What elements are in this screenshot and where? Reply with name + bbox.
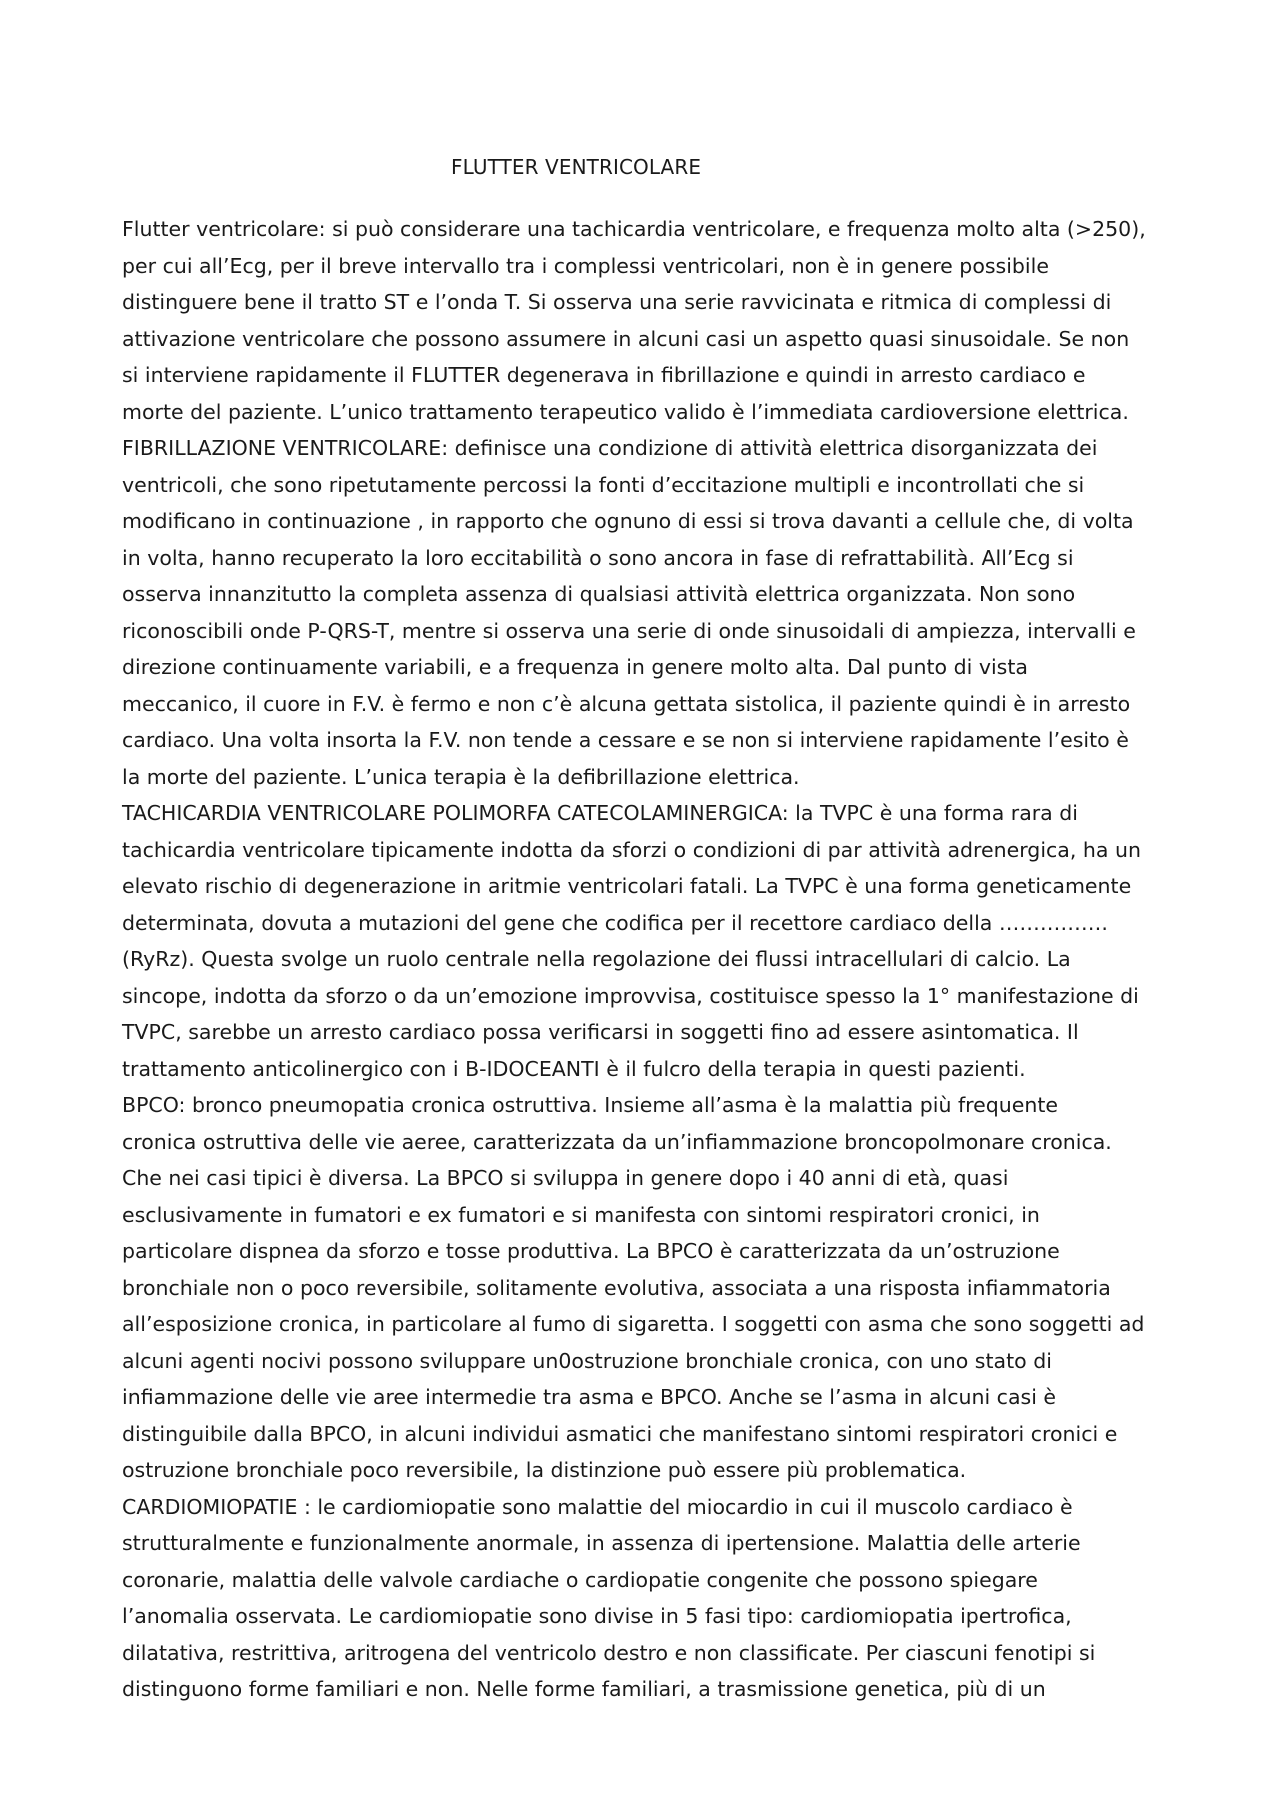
text-line: sincope, indotta da sforzo o da un’emozione improvvisa, costituisce spesso la 1° manifestazione di [122, 983, 1139, 1008]
document-title: FLUTTER VENTRICOLARE [451, 155, 702, 179]
text-line: all’esposizione cronica, in particolare al fumo di sigaretta. I soggetti con asma che sono soggetti ad [122, 1312, 1145, 1336]
text-line: distinguibile dalla BPCO, in alcuni individui asmatici che manifestano sintomi respiratori cronici e [122, 1421, 1118, 1446]
text-line: ostruzione bronchiale poco reversibile, la distinzione può essere più problematica. [122, 1458, 967, 1482]
text-line: Che nei casi tipici è diversa. La BPCO si sviluppa in genere dopo i 40 anni di età, quasi [122, 1166, 1009, 1190]
document-body [122, 211, 1182, 1708]
text-line: elevato rischio di degenerazione in aritmie ventricolari fatali. La TVPC è una forma geneticamente [122, 874, 1132, 898]
text-line: si interviene rapidamente il FLUTTER degenerava in fibrillazione e quindi in arresto cardiaco e [122, 363, 1086, 387]
text-line: distinguono forme familiari e non. Nelle forme familiari, a trasmissione genetica, più di un [122, 1677, 1046, 1701]
text-line: direzione continuamente variabili, e a frequenza in genere molto alta. Dal punto di vista [122, 655, 1028, 679]
text-line: (RyRz). Questa svolge un ruolo centrale nella regolazione dei flussi intracellulari di calcio. La [122, 947, 1071, 971]
text-line: distinguere bene il tratto ST e l’onda T. Si osserva una serie ravvicinata e ritmica di complessi di [122, 290, 1112, 314]
text-line: infiammazione delle vie aree intermedie tra asma e BPCO. Anche se l’asma in alcuni casi è [122, 1385, 1057, 1409]
text-line: meccanico, il cuore in F.V. è fermo e non c’è alcuna gettata sistolica, il paziente quindi è in arresto [122, 691, 1131, 716]
text-line: bronchiale non o poco reversibile, solitamente evolutiva, associata a una risposta infiammatoria [122, 1275, 1111, 1300]
text-line: esclusivamente in fumatori e ex fumatori e si manifesta con sintomi respiratori cronici, in [122, 1202, 1040, 1227]
text-line: BPCO: bronco pneumopatia cronica ostruttiva. Insieme all’asma è la malattia più frequente [122, 1093, 1059, 1117]
text-line: determinata, dovuta a mutazioni del gene che codifica per il recettore cardiaco della ……………. [122, 910, 1108, 935]
text-line: osserva innanzitutto la completa assenza di qualsiasi attività elettrica organizzata. Non sono [122, 582, 1076, 606]
text-line: Flutter ventricolare: si può considerare una tachicardia ventricolare, e frequenza molto alta (>250), [122, 217, 1146, 241]
text-line: particolare dispnea da sforzo e tosse produttiva. La BPCO è caratterizzata da un’ostruzione [122, 1239, 1060, 1263]
text-line: attivazione ventricolare che possono assumere in alcuni casi un aspetto quasi sinusoidale. Se non [122, 326, 1130, 351]
text-line: per cui all’Ecg, per il breve intervallo tra i complessi ventricolari, non è in genere possibile [122, 253, 1049, 278]
text-line: cronica ostruttiva delle vie aeree, caratterizzata da un’infiammazione broncopolmonare cronica. [122, 1129, 1112, 1154]
text-line: in volta, hanno recuperato la loro eccitabilità o sono ancora in fase di refrattabilità. All’Ecg si [122, 545, 1074, 570]
text-line: cardiaco. Una volta insorta la F.V. non tende a cessare e se non si interviene rapidamente l’esito è [122, 728, 1129, 752]
text-line: TACHICARDIA VENTRICOLARE POLIMORFA CATECOLAMINERGICA: la TVPC è una forma rara di [122, 801, 1078, 825]
text-line: ventricoli, che sono ripetutamente percossi la fonti d’eccitazione multipli e incontrollati che si [122, 472, 1085, 497]
text-line: riconoscibili onde P-QRS-T, mentre si osserva una serie di onde sinusoidali di ampiezza, intervalli e [122, 618, 1136, 643]
text-line: TVPC, sarebbe un arresto cardiaco possa verificarsi in soggetti fino ad essere asintomatica. Il [122, 1020, 1079, 1044]
text-line: morte del paziente. L’unico trattamento terapeutico valido è l’immediata cardioversione elettrica. [122, 399, 1129, 424]
text-line: trattamento anticolinergico con i B-IDOCEANTI è il fulcro della terapia in questi pazienti. [122, 1056, 1026, 1081]
text-line: alcuni agenti nocivi possono sviluppare un0ostruzione bronchiale cronica, con uno stato di [122, 1348, 1052, 1373]
text-line: FIBRILLAZIONE VENTRICOLARE: definisce una condizione di attività elettrica disorganizzata dei [122, 436, 1098, 460]
text-line: la morte del paziente. L’unica terapia è la defibrillazione elettrica. [122, 764, 800, 789]
text-line: strutturalmente e funzionalmente anormale, in assenza di ipertensione. Malattia delle arterie [122, 1531, 1081, 1555]
text-line: l’anomalia osservata. Le cardiomiopatie sono divise in 5 fasi tipo: cardiomiopatia ipertrofica, [122, 1604, 1072, 1628]
text-line: CARDIOMIOPATIE : le cardiomiopatie sono malattie del miocardio in cui il muscolo cardiaco è [122, 1494, 1073, 1519]
text-line: tachicardia ventricolare tipicamente indotta da sforzi o condizioni di par attività adrenergica, ha un [122, 837, 1141, 862]
text-line: modificano in continuazione , in rapporto che ognuno di essi si trova davanti a cellule che, di volta [122, 509, 1134, 533]
text-line: dilatativa, restrittiva, aritrogena del ventricolo destro e non classificate. Per ciascuni fenotipi si [122, 1640, 1096, 1665]
text-line: coronarie, malattia delle valvole cardiache o cardiopatie congenite che possono spiegare [122, 1567, 1038, 1592]
